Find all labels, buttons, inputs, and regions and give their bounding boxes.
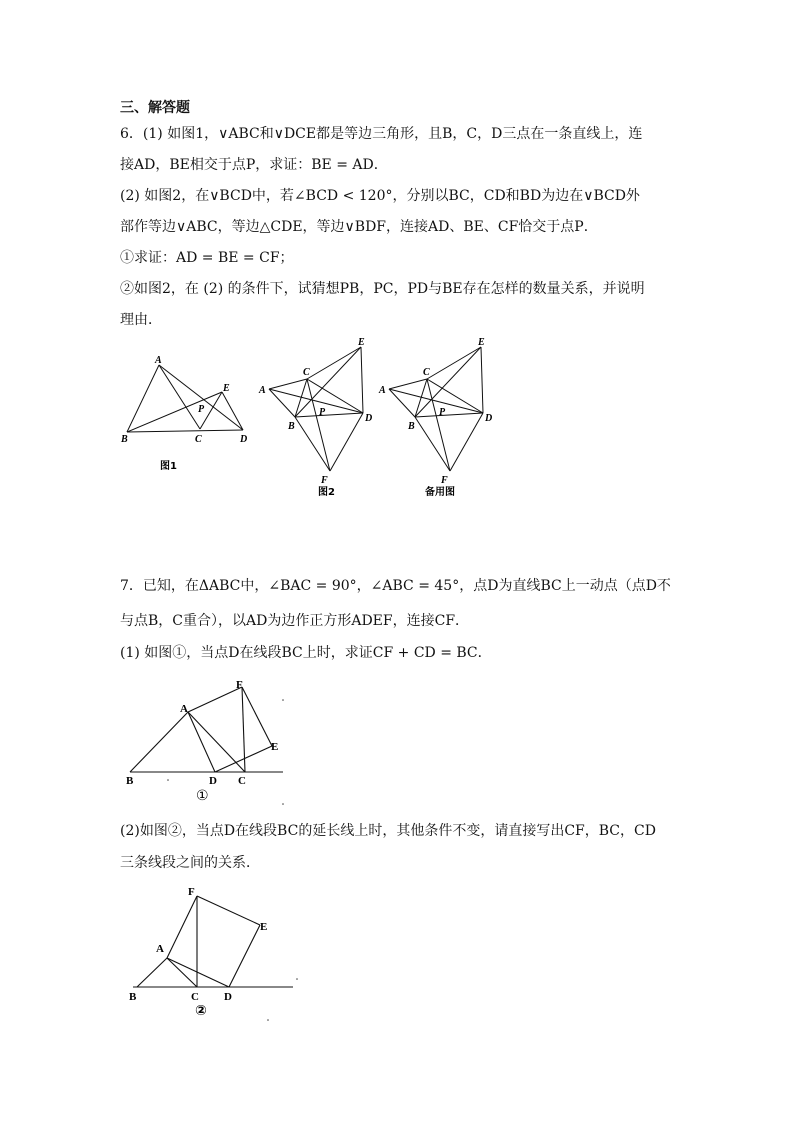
q7-line-2: 与点B，C重合），以AD为边作正方形ADEF，连接CF． xyxy=(120,613,470,629)
fig2-label-B: B xyxy=(288,421,295,432)
q7-fig2-caption: ② xyxy=(195,1003,207,1019)
q7-fig2-label-D: D xyxy=(224,991,232,1003)
q7-fig2-label-B: B xyxy=(129,991,137,1003)
q6-line-3: (2) 如图2，在∨BCD中，若∠BCD < 120°，分别以BC，CD和BD为边在∨BCD外 xyxy=(120,188,640,204)
fig2-caption: 图2 xyxy=(318,487,335,498)
fig2-label-P: P xyxy=(319,407,326,418)
q7-fig2-label-A: A xyxy=(156,943,164,955)
q7-figure-1 xyxy=(120,670,300,810)
fig1-label-P: P xyxy=(198,404,205,415)
fig1-label-D: D xyxy=(240,434,248,445)
q6-line-6: ②如图2，在 (2) 的条件下，试猜想PB，PC，PD与BE存在怎样的数量关系，并说明 xyxy=(120,281,645,297)
q6-line-4: 部作等边∨ABC，等边△CDE，等边∨BDF，连接AD、BE、CF恰交于点P． xyxy=(120,219,598,235)
fig3-label-A: A xyxy=(379,385,386,396)
q6-line-1: 6．(1) 如图1，∨ABC和∨DCE都是等边三角形，且B，C，D三点在一条直线上，连 xyxy=(120,126,643,142)
fig1-label-E: E xyxy=(223,383,230,394)
fig3-label-F: F xyxy=(441,475,448,486)
q7-fig1-label-F: F xyxy=(236,679,243,691)
fig3-label-D: D xyxy=(485,413,493,424)
q6-line-7: 理由． xyxy=(120,312,162,328)
q7-fig1-label-C: C xyxy=(238,775,246,787)
q7-line-3: (1) 如图①，当点D在线段BC上时，求证CF + CD = BC． xyxy=(120,645,492,661)
q7-line-4: (2)如图②，当点D在线段BC的延长线上时，其他条件不变，请直接写出CF，BC，CD xyxy=(120,823,656,839)
q7-fig1-label-D: D xyxy=(209,775,217,787)
fig1-label-A: A xyxy=(155,355,162,366)
fig2-label-C: C xyxy=(303,367,310,378)
q7-line-5: 三条线段之间的关系． xyxy=(120,855,260,871)
fig1-label-B: B xyxy=(121,434,128,445)
q7-line-1: 7．已知，在ΔABC中，∠BAC = 90°，∠ABC = 45°，点D为直线BC上一动点（点D不 xyxy=(120,578,671,594)
fig2-label-D: D xyxy=(365,413,373,424)
q7-fig2-label-F: F xyxy=(188,886,195,898)
q7-fig1-label-E: E xyxy=(271,741,279,753)
q7-fig1-label-A: A xyxy=(180,703,188,715)
q6-line-5: ①求证：AD = BE = CF； xyxy=(120,250,294,266)
fig3-label-E: E xyxy=(478,337,485,348)
section-title: 三、解答题 xyxy=(120,100,190,116)
q7-fig2-label-E: E xyxy=(260,921,268,933)
q7-fig1-label-B: B xyxy=(126,775,134,787)
fig3-label-P: P xyxy=(439,407,446,418)
q6-line-2: 接AD，BE相交于点P，求证：BE = AD． xyxy=(120,157,388,173)
q6-figure-1 xyxy=(115,350,265,475)
q6-figure-2 xyxy=(255,335,385,500)
fig3-label-B: B xyxy=(408,421,415,432)
fig2-label-F: F xyxy=(321,475,328,486)
fig2-label-E: E xyxy=(358,337,365,348)
fig2-label-A: A xyxy=(259,385,266,396)
fig3-label-C: C xyxy=(423,367,430,378)
q7-fig1-caption: ① xyxy=(196,788,209,804)
q7-figure-2 xyxy=(125,880,305,1030)
q7-fig2-label-C: C xyxy=(191,991,199,1003)
fig1-caption: 图1 xyxy=(160,461,177,472)
fig1-label-C: C xyxy=(195,434,202,445)
fig3-caption: 备用图 xyxy=(425,487,455,498)
q6-backup-figure xyxy=(375,335,505,500)
